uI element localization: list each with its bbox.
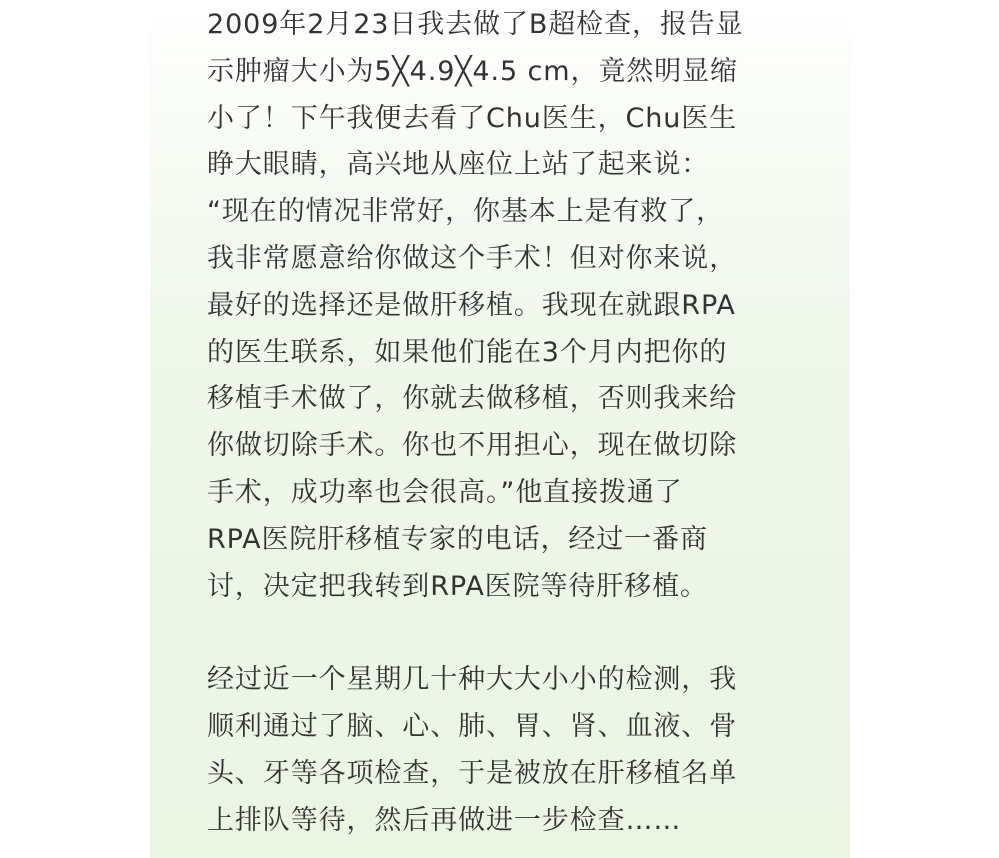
text-line: 我非常愿意给你做这个手术！但对你来说， [207, 242, 738, 274]
paragraph-1 [207, 2, 793, 610]
text-line: 睁大眼睛，高兴地从座位上站了起来说： [207, 149, 710, 181]
text-line: 经过近一个星期几十种大大小小的检测，我 [207, 664, 738, 696]
paragraph-spacer [207, 610, 793, 657]
text-line: 讨，决定把我转到RPA医院等待肝移植。 [207, 570, 708, 602]
text-line: “现在的情况非常好，你基本上是有救了， [207, 196, 725, 228]
article-body [207, 2, 793, 844]
text-line: 最好的选择还是做肝移植。我现在就跟RPA [207, 289, 736, 321]
text-line: 示肿瘤大小为5╳4.9╳4.5 cm，竟然明显缩 [207, 55, 738, 87]
text-line: 的医生联系，如果他们能在3个月内把你的 [207, 336, 728, 368]
text-line: 小了！下午我便去看了Chu医生，Chu医生 [207, 102, 738, 134]
text-line: 上排队等待，然后再做进一步检查…… [207, 804, 682, 836]
text-line: 移植手术做了，你就去做移植，否则我来给 [207, 383, 738, 415]
text-line: 顺利通过了脑、心、肺、胃、肾、血液、骨 [207, 710, 738, 742]
text-line: 头、牙等各项检查，于是被放在肝移植名单 [207, 757, 738, 789]
text-line: 你做切除手术。你也不用担心，现在做切除 [207, 430, 738, 462]
text-line: RPA医院肝移植专家的电话，经过一番商 [207, 523, 708, 555]
paragraph-2 [207, 657, 793, 844]
text-line: 手术，成功率也会很高。”他直接拨通了 [207, 476, 683, 508]
text-line: 2009年2月23日我去做了B超检查，报告显 [207, 9, 744, 40]
